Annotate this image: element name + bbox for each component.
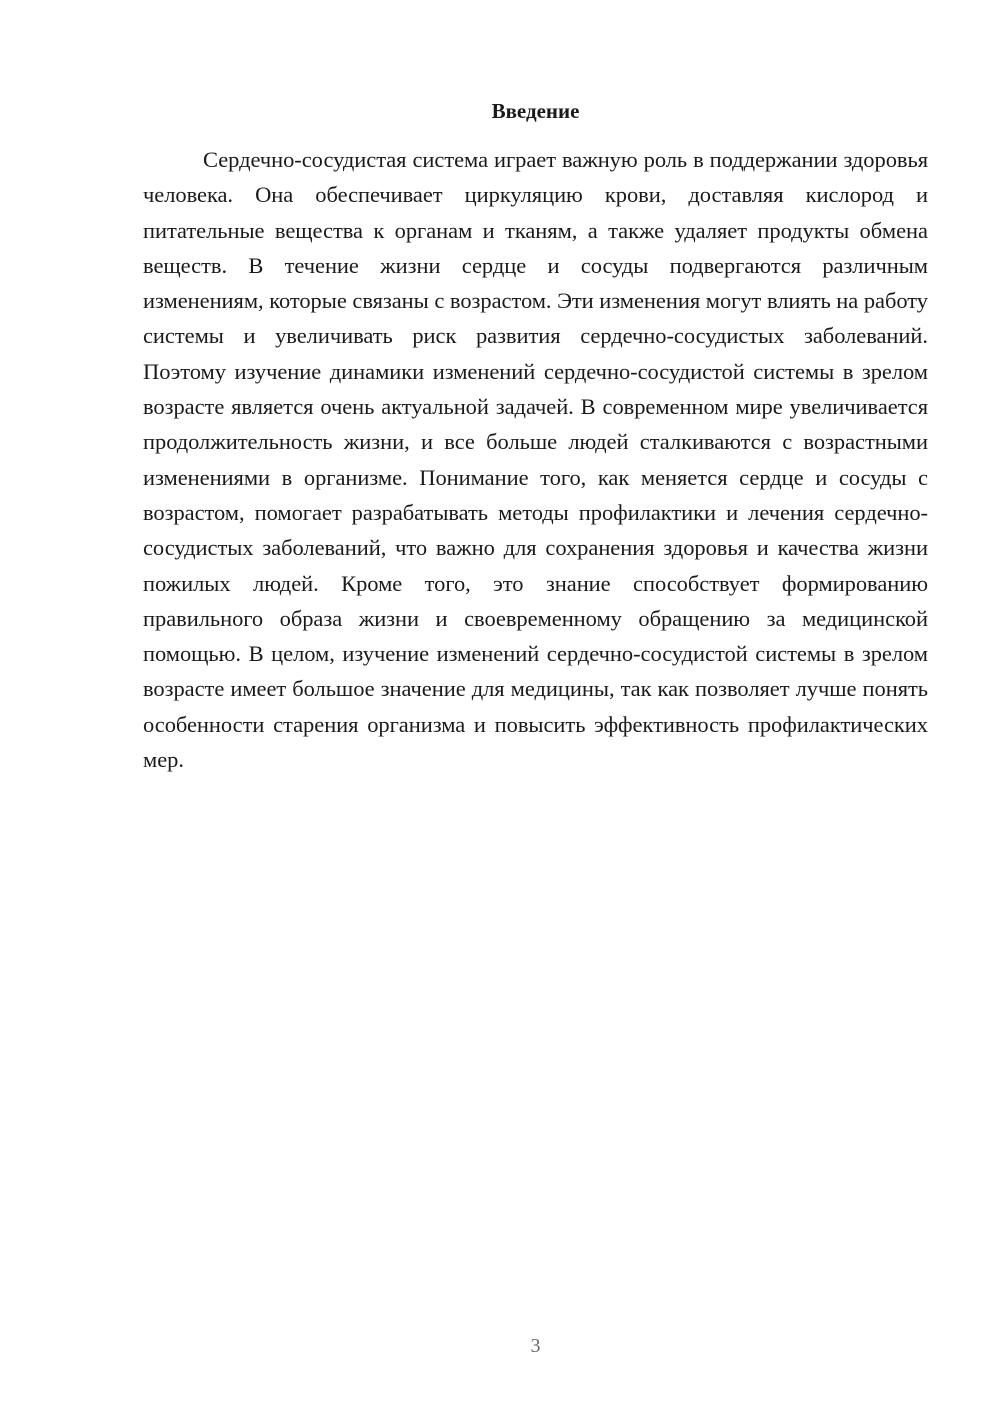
body-paragraph: Сердечно-сосудистая система играет важную роль в поддержании здоровья человека. Она обеспечивает циркуляцию крови, доставляя кислород и питательные вещества к органам и тканям, а также удаляет продукты обмена веществ. В течение жизни сердце и сосуды подвергаются различным изменениям, которые связаны с возрастом. Эти изменения могут влиять на работу системы и увеличивать риск развития сердечно-сосудистых заболеваний. Поэтому изучение динамики изменений сердечно-сосудистой системы в зрелом возрасте является очень актуальной задачей. В современном мире увеличивается продолжительность жизни, и все больше людей сталкиваются с возрастными изменениями в организме. Понимание того, как меняется сердце и сосуды с возрастом, помогает разрабатывать методы профилактики и лечения сердечно-сосудистых заболеваний, что важно для сохранения здоровья и качества жизни пожилых людей. Кроме того, это знание способствует формированию правильного образа жизни и своевременному обращению за медицинской помощью. В целом, изучение изменений сердечно-сосудистой системы в зрелом возрасте имеет большое значение для медицины, так как позволяет лучше понять особенности старения организма и повысить эффективность профилактических мер. [143, 147, 928, 773]
page-number: 3 [530, 1335, 541, 1357]
section-heading: Введение [491, 99, 580, 123]
